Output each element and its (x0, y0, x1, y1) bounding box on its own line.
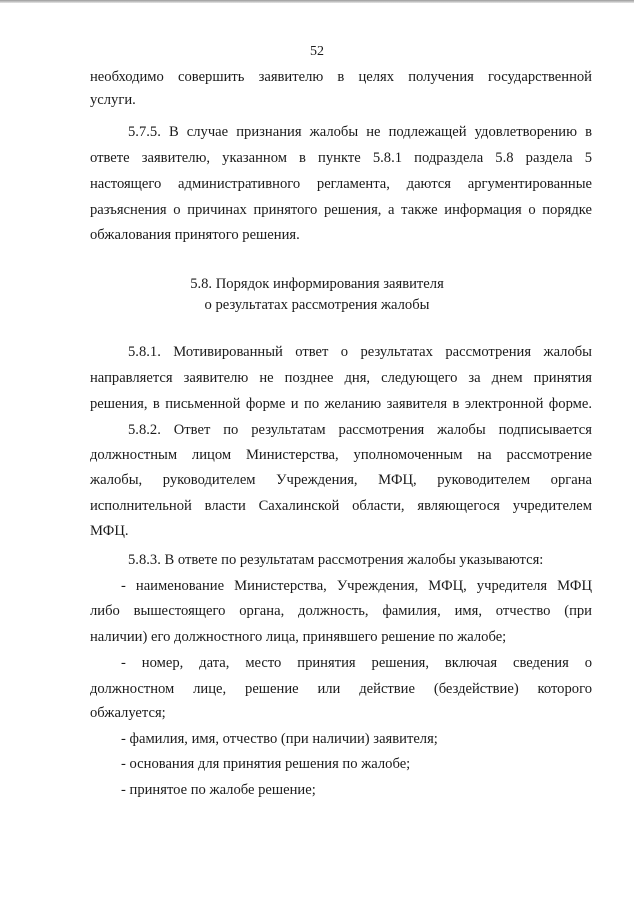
paragraph-line: жалобы, руководителем Учреждения, МФЦ, руководителем органа (90, 472, 592, 488)
list-item: - фамилия, имя, отчество (при наличии) заявителя; (121, 731, 438, 747)
page-number: 52 (310, 44, 324, 59)
paragraph-line: настоящего административного регламента, даются аргументированные (90, 176, 592, 192)
paragraph-line: 5.8.2. Ответ по результатам рассмотрения жалобы подписывается (128, 422, 592, 438)
paragraph-line: ответе заявителю, указанном в пункте 5.8.1 подраздела 5.8 раздела 5 (90, 150, 592, 166)
paragraph-line: либо вышестоящего органа, должность, фамилия, имя, отчество (при (90, 603, 592, 619)
paragraph-line: 5.8.3. В ответе по результатам рассмотрения жалобы указываются: (128, 552, 544, 568)
paragraph-line: услуги. (90, 92, 136, 108)
list-item: - основания для принятия решения по жалобе; (121, 756, 411, 772)
paragraph-line: МФЦ. (90, 523, 129, 539)
paragraph-line: исполнительной власти Сахалинской области, являющегося учредителем (90, 498, 592, 514)
paragraph-line: направляется заявителю не позднее дня, следующего за днем принятия (90, 370, 592, 386)
paragraph-line: наличии) его должностного лица, принявшего решение по жалобе; (90, 629, 507, 645)
paragraph-line: 5.8.1. Мотивированный ответ о результатах рассмотрения жалобы (128, 344, 592, 360)
paragraph-line: решения, в письменной форме и по желанию заявителя в электронной форме. (90, 396, 592, 412)
section-heading: о результатах рассмотрения жалобы (204, 297, 430, 313)
paragraph-line: - наименование Министерства, Учреждения, МФЦ, учредителя МФЦ (121, 578, 592, 594)
section-heading: 5.8. Порядок информирования заявителя (190, 276, 444, 292)
paragraph-line: должностном лице, решение или действие (бездействие) которого (90, 681, 592, 697)
paragraph-line: 5.7.5. В случае признания жалобы не подлежащей удовлетворению в (128, 124, 592, 140)
paragraph-line: должностным лицом Министерства, уполномоченным на рассмотрение (90, 447, 592, 463)
page-top-edge (0, 0, 634, 3)
paragraph-line: обжалования принятого решения. (90, 227, 300, 243)
paragraph-line: необходимо совершить заявителю в целях получения государственной (90, 69, 592, 85)
paragraph-line: разъяснения о причинах принятого решения, а также информация о порядке (90, 202, 592, 218)
paragraph-line: - номер, дата, место принятия решения, включая сведения о (121, 655, 592, 671)
paragraph-line: обжалуется; (90, 705, 166, 721)
list-item: - принятое по жалобе решение; (121, 782, 316, 798)
